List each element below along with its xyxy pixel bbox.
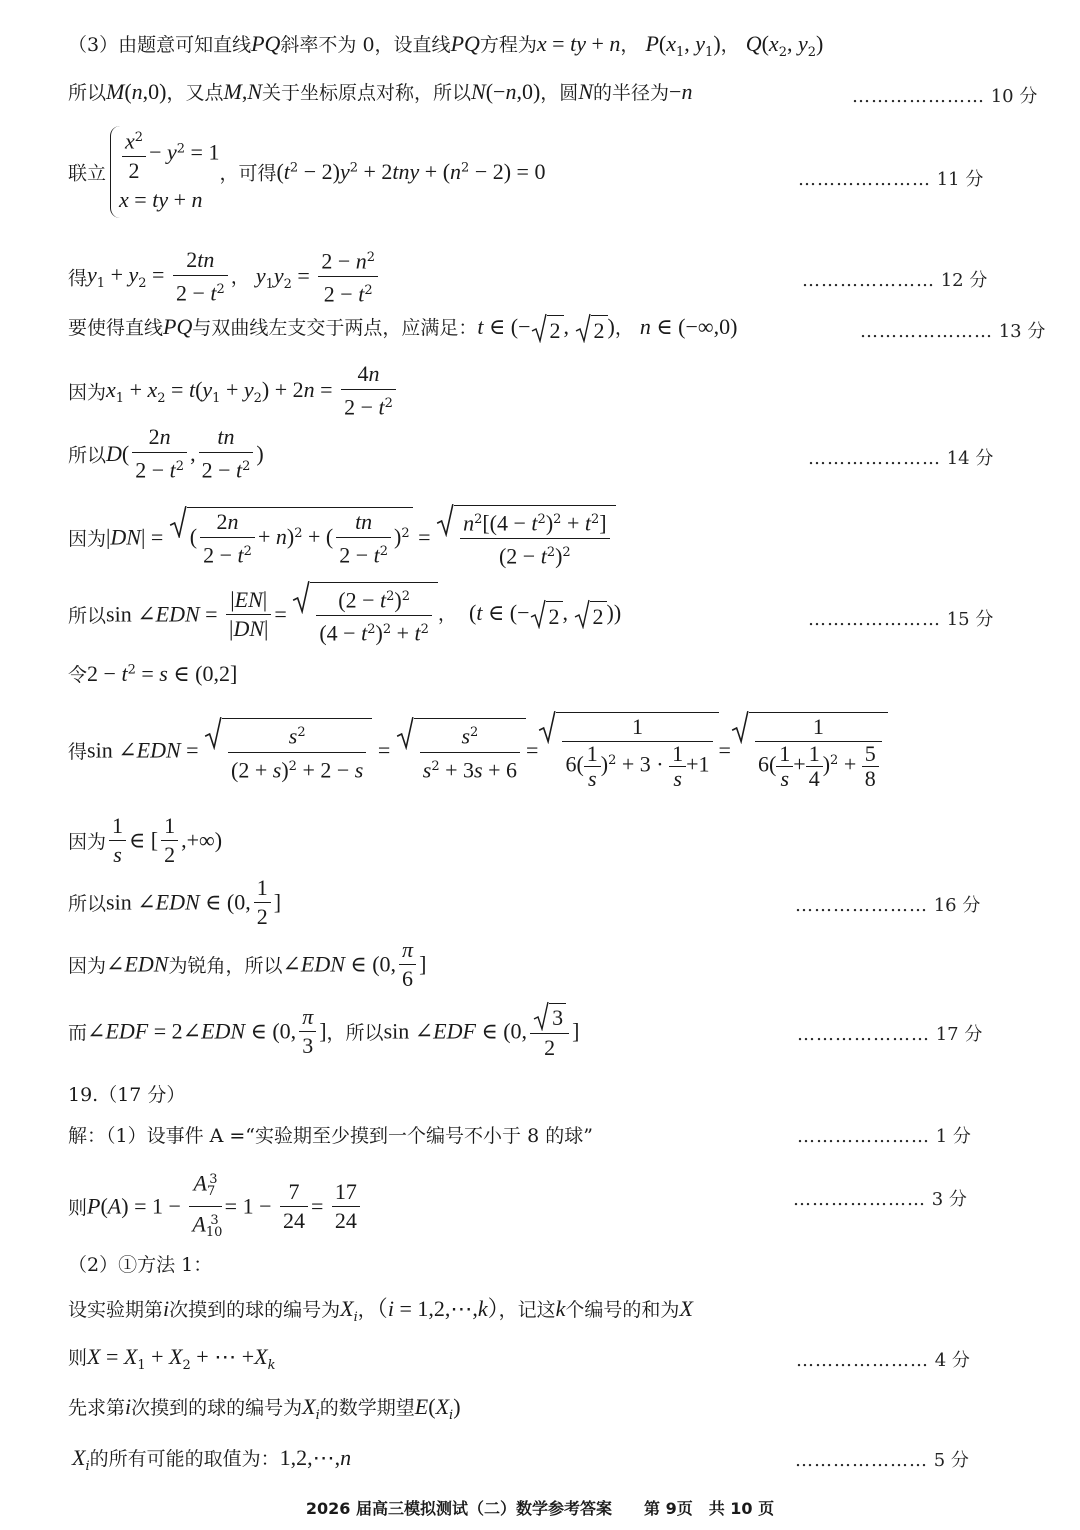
line-dn-length: 因为|DN| = ( $\frac{2n}{2 - t^2}$ + n)$^2$ + ( $\frac{tn}{2 - t^2}$ )$^2$ = $\frac{n^2[(4 - t^2)^2 + t^2]}{(2 - t^2)^2}$ xyxy=(68,505,616,570)
line-sin-range: 所以sin ∠EDN ∈ (0, $\frac{1}{2}$ ] xyxy=(68,875,282,929)
solution-part-1: 解：（1）设事件 A =“实验期至少摸到一个编号不小于 8 的球” xyxy=(68,1125,593,1147)
line-expectation: 先求第i次摸到的球的编号为$X_i$的数学期望$E(X_i)$ xyxy=(68,1394,461,1423)
line-mn-points: 所以M(n,0)，又点M,N关于坐标原点对称，所以N(−n,0)，圆N的半径为−n xyxy=(68,79,693,104)
line-system: 联立 $\frac{x^2}{2}$ − $y^2 = 1$ x = ty + n ，可得$(t^2 - 2)y^2 + 2tny + (n^2 - 2) = 0$ xyxy=(68,126,545,218)
points-4: ………………… 4 分 xyxy=(796,1350,970,1371)
points-5: ………………… 5 分 xyxy=(795,1450,969,1471)
line-possible-values: $X_i$的所有可能的取值为：1,2,⋯,n xyxy=(72,1445,352,1474)
points-1: ………………… 1 分 xyxy=(797,1126,971,1147)
points-12: ………………… 12 分 xyxy=(802,270,988,291)
points-13: ………………… 13 分 xyxy=(860,321,1046,342)
line-one-over-s: 因为 $\frac{1}{s}$ ∈ [ $\frac{1}{2}$ ,+∞) xyxy=(68,813,223,867)
solution-part-2-method: （2）①方法 1： xyxy=(68,1254,213,1276)
points-17: ………………… 17 分 xyxy=(797,1024,983,1045)
line-x-sum: 因为$x_1 + x_2 = t(y_1 + y_2) + 2n$ = $\frac{4n}{2 - t^2}$ xyxy=(68,362,399,420)
line-define-x: 设实验期第i次摸到的球的编号为$X_i$，（i = 1,2,⋯,k），记这k个编号的和为X xyxy=(68,1296,693,1325)
points-16: ………………… 16 分 xyxy=(795,895,981,916)
line-x-sum-expression: 则$X = X_1 + X_2$ + ⋯ $+X_k$ xyxy=(68,1344,276,1373)
line-substitution: 令$2 - t^2 = s$ ∈ (0,2] xyxy=(68,661,238,686)
points-10: ………………… 10 分 xyxy=(852,86,1038,107)
points-11: ………………… 11 分 xyxy=(798,169,984,190)
line-probability: 则P(A) = 1 − $\frac{A_7^3}{A_{10}^3}$ = 1 − $\frac{7}{24}$ = $\frac{17}{24}$ xyxy=(68,1168,363,1245)
line-vieta: 得$y_1 + y_2$ = $\frac{2tn}{2 - t^2}$ ， $y_1y_2$ = $\frac{2 - n^2}{2 - t^2}$ xyxy=(68,246,381,308)
line-sin-edn: 所以sin ∠EDN = $\frac{|EN|}{|DN|}$ = $\frac{(2 - t^2)^2}{(4 - t^2)^2 + t^2}$ ， (t ∈ (− 2 , 2 )) xyxy=(68,582,621,647)
line-edf: 而∠EDF = 2∠EDN ∈ (0, $\frac{\pi}{3}$ ]，所以sin ∠EDF ∈ (0, $\frac{3}{2}$ ] xyxy=(68,1004,580,1060)
points-15: ………………… 15 分 xyxy=(808,609,994,630)
line-pq-setup: （3）由题意可知直线PQ斜率不为 0，设直线PQ方程为x = ty + n， $P(x_1$, $y_1$)， $Q(x_2$, $y_2$) xyxy=(68,31,824,60)
line-point-d: 所以D( $\frac{2n}{2 - t^2}$ , $\frac{tn}{2 - t^2}$ ) xyxy=(68,424,264,483)
line-acute-angle: 因为∠EDN为锐角，所以∠EDN ∈ (0, $\frac{\pi}{6}$ ] xyxy=(68,937,427,991)
equation-system: $\frac{x^2}{2}$ − $y^2 = 1$ x = ty + n xyxy=(110,126,219,218)
points-3: ………………… 3 分 xyxy=(793,1189,967,1210)
line-sin-in-s: 得sin ∠EDN = $\frac{s^2}{(2 + s)^2 + 2 - s}$ = $\frac{s^2}{s^2 + 3s + 6}$ = 1 6( $\frac{1}{s}$ )$^2$ + 3 · $\frac{1}{s}$ +1 = 1 6( $\frac{1}{s}$ + $\frac{1}{4}$ )$^2$ + $\frac{5}{8}$ xyxy=(68,712,888,789)
page-footer: 2026 届高三模拟测试（二）数学参考答案 第 9页 共 10 页 xyxy=(305,1499,775,1518)
question-19-header: 19.（17 分） xyxy=(68,1084,186,1106)
line-condition: 要使得直线PQ与双曲线左支交于两点，应满足：t ∈ (− 2 , 2 )， n ∈ (−∞,0) xyxy=(68,314,738,343)
points-14: ………………… 14 分 xyxy=(808,448,994,469)
